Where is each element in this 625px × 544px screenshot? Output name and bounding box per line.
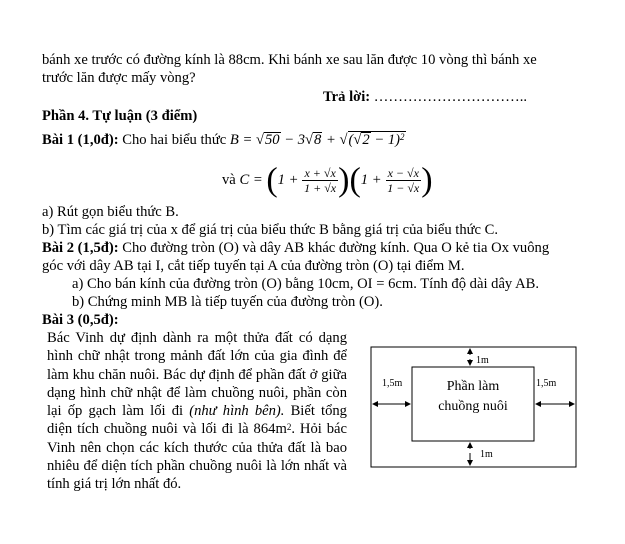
- pen-label-line-1: Phần làm: [446, 379, 500, 394]
- intro-line-1: bánh xe trước có đường kính là 88cm. Khi bánh xe sau lăn được 10 vòng thì bánh xe: [42, 52, 537, 68]
- frac-1: $\frac{x + √x}{1 + √x}$: [304, 166, 337, 196]
- answer-line: [323, 88, 527, 106]
- right-gap-label: 1,5m: [536, 378, 557, 389]
- bai1-label: Bài 1 (1,0đ):: [42, 132, 119, 148]
- top-gap-label: 1m: [476, 355, 489, 366]
- va-word: và: [222, 172, 236, 188]
- bai2-label: Bài 2 (1,5đ):: [42, 240, 119, 256]
- bai3-paragraph: Bác Vinh dự định dành ra một thửa đất có dạng hình chữ nhật trong mảnh đất lớn của gia đình để làm khu chăn nuôi. Bác dự định để phần đất ở giữa dạng hình chữ nhật để làm chuồng nuôi, phần còn lại ốp gạch làm lối đi (như hình bên). Biết tổng diện tích chuồng nuôi và lối đi là $864m^2$. Hỏi bác Vinh nên chọn các kích thước của thửa đất là bao nhiêu để diện tích phần chuồng nuôi là lớn nhất và tính giá trị lớn nhất đó.: [47, 330, 347, 493]
- left-gap-label: 1,5m: [382, 378, 403, 389]
- bai3-title: [42, 311, 119, 329]
- intro-line-2: trước lăn được mấy vòng?: [42, 70, 196, 86]
- answer-label: Trả lời:: [323, 89, 371, 105]
- land-diagram: [370, 346, 580, 470]
- bai2-b: b) Chứng minh MB là tiếp tuyến của đường tròn (O).: [72, 294, 383, 310]
- bottom-gap-label: 1m: [480, 449, 493, 460]
- bai1-a: a) Rút gọn biểu thức B.: [42, 204, 179, 220]
- answer-dots: …………………………..: [370, 89, 528, 105]
- bai3-label: Bài 3 (0,5đ):: [42, 312, 119, 328]
- bai1-b: b) Tìm các giá trị của x để giá trị của biểu thức B bằng giá trị của biểu thức C.: [42, 222, 499, 238]
- bai1-line: Bài 1 (1,0đ): Cho hai biểu thức $B = √50 - 3√8 + √(√2 - 1)^2$: [42, 132, 405, 148]
- frac-2: $\frac{x - √x}{1 - √x}$: [387, 166, 420, 196]
- expr-B: $B = √50 - 3√8 + √(√2 - 1)^2$: [229, 132, 405, 148]
- bai2-line-1: Bài 2 (1,5đ): Cho đường tròn (O) và dây AB khác đường kính. Qua O kẻ tia Ox vuông: [42, 240, 550, 256]
- bai2-a: a) Cho bán kính của đường tròn (O) bằng 10cm, OI = 6cm. Tính độ dài dây AB.: [72, 276, 539, 292]
- bai2-line-2: góc với dây AB tại I, cắt tiếp tuyến tại A của đường tròn (O) tại điểm M.: [42, 258, 465, 274]
- part4-title: Phần 4. Tự luận (3 điểm): [42, 108, 198, 124]
- expr-C-line: và C = (1 + $\frac{x + √x}{1 + √x}$ )(1 + $\frac{x - √x}{1 - √x}$ ): [222, 161, 433, 199]
- pen-label-line-2: chuồng nuôi: [438, 399, 508, 414]
